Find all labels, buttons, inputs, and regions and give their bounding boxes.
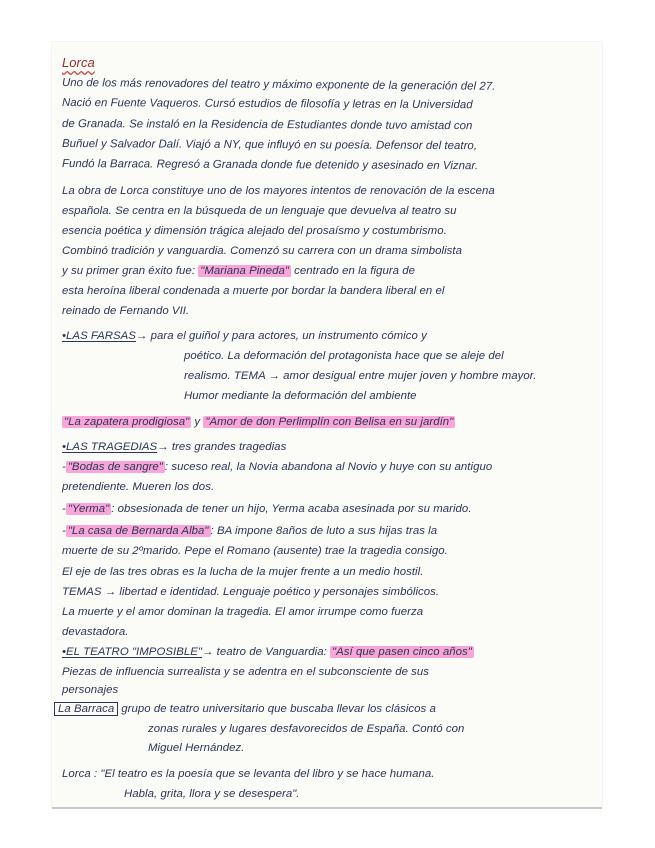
text-fragment: : BA impone 8años de luto a sus hijas tras la <box>210 525 438 537</box>
text-line: TEMAS → libertad e identidad. Lenguaje poético y personajes simbólicos. <box>62 586 440 598</box>
text-line: Miguel Hernández. <box>148 742 245 754</box>
text-line <box>62 265 415 277</box>
text-line: pretendiente. Mueren los dos. <box>62 481 215 493</box>
text-line: muerte de su 2ºmarido. Pepe el Romano (ausente) trae la tragedia consigo. <box>62 545 448 557</box>
text-fragment: y <box>194 416 201 428</box>
text-fragment: grupo de teatro universitario que buscaba llevar los clásicos a <box>121 703 436 715</box>
highlighted-work-title: "Yerma" <box>67 503 110 515</box>
highlighted-work-title: "Así que pasen cinco años" <box>332 646 472 658</box>
notebook-page <box>52 42 602 808</box>
text-fragment: : suceso real, la Novia abandona al Novio y huye con su antiguo <box>164 461 493 473</box>
section-heading: •LAS FARSAS <box>62 330 136 342</box>
highlighted-work-title: "La casa de Bernarda Alba" <box>67 525 209 537</box>
text-fragment: → tres grandes tragedias <box>157 441 287 453</box>
text-line: El eje de las tres obras es la lucha de la mujer frente a un medio hostil. <box>62 566 424 578</box>
text-line: española. Se centra en la búsqueda de un lenguaje que devuelva al teatro su <box>62 205 457 217</box>
page-bottom-edge <box>52 807 602 809</box>
text-line <box>62 461 492 473</box>
text-fragment: - <box>62 461 66 473</box>
text-line <box>62 646 474 658</box>
text-fragment: y su primer gran éxito fue: <box>62 265 196 277</box>
text-line <box>62 441 286 453</box>
text-line: poético. La deformación del protagonista hace que se aleje del <box>184 350 504 362</box>
text-fragment: : obsesionada de tener un hijo, Yerma acaba asesinada por su marido. <box>111 503 472 515</box>
text-line: Uno de los más renovadores del teatro y máximo exponente de la generación del 27. <box>61 77 496 93</box>
quote-line: Lorca : "El teatro es la poesía que se levanta del libro y se hace humana. <box>62 768 435 780</box>
text-line: reinado de Fernando VII. <box>62 305 190 317</box>
highlighted-work-title: "Mariana Pineda" <box>200 265 289 277</box>
text-line: zonas rurales y lugares desfavorecidos de España. Contó con <box>148 723 465 735</box>
text-line <box>62 525 437 537</box>
text-line: Fundó la Barraca. Regresó a Granada donde fue detenido y asesinado en Viznar. <box>61 158 479 173</box>
text-line: personajes <box>62 684 119 696</box>
text-fragment: → para el guiñol y para actores, un instrumento cómico y <box>135 330 427 342</box>
text-line: realismo. TEMA → amor desigual entre mujer joven y hombre mayor. <box>184 370 537 382</box>
text-line: esencia poética y dimensión trágica alejado del prosaísmo y costumbrismo. <box>62 225 447 237</box>
text-line <box>62 330 427 342</box>
section-heading: •LAS TRAGEDIAS <box>62 441 158 453</box>
highlighted-work-title: "La zapatera prodigiosa" <box>64 416 190 428</box>
text-line: La muerte y el amor dominan la tragedia. El amor irrumpe como fuerza <box>62 606 424 618</box>
text-line: esta heroína liberal condenada a muerte por bordar la bandera liberal en el <box>62 285 445 297</box>
text-line: La obra de Lorca constituye uno de los mayores intentos de renovación de la escena <box>62 185 495 197</box>
text-line: Nació en Fuente Vaqueros. Cursó estudios de filosofía y letras en la Universidad <box>61 97 473 112</box>
text-line <box>62 416 455 428</box>
text-fragment: - <box>62 525 66 537</box>
text-line <box>54 703 436 715</box>
page-title: Lorca <box>62 55 95 70</box>
text-line: Piezas de influencia surrealista y se adentra en el subconsciente de sus <box>62 666 430 678</box>
boxed-heading: La Barraca <box>54 702 118 716</box>
quote-line: Habla, grita, llora y se desespera". <box>124 788 300 800</box>
text-fragment: - <box>62 503 66 515</box>
text-fragment: → teatro de Vanguardia: <box>201 646 327 658</box>
section-heading: •EL TEATRO "IMPOSIBLE" <box>62 646 202 658</box>
text-line: de Granada. Se instaló en la Residencia de Estudiantes donde tuvo amistad con <box>61 118 473 133</box>
text-fragment: centrado en la figura de <box>294 265 416 277</box>
text-line: devastadora. <box>62 626 129 638</box>
text-line: Humor mediante la deformación del ambiente <box>184 390 417 402</box>
text-line <box>62 503 472 515</box>
highlighted-work-title: "Amor de don Perlimplín con Belisa en su jardín" <box>205 416 454 428</box>
text-line: Buñuel y Salvador Dalí. Viajó a NY, que influyó en su poesía. Defensor del teatro, <box>61 138 478 153</box>
highlighted-work-title: "Bodas de sangre" <box>67 461 163 473</box>
text-line: Combinó tradición y vanguardia. Comenzó su carrera con un drama simbolista <box>62 245 463 257</box>
